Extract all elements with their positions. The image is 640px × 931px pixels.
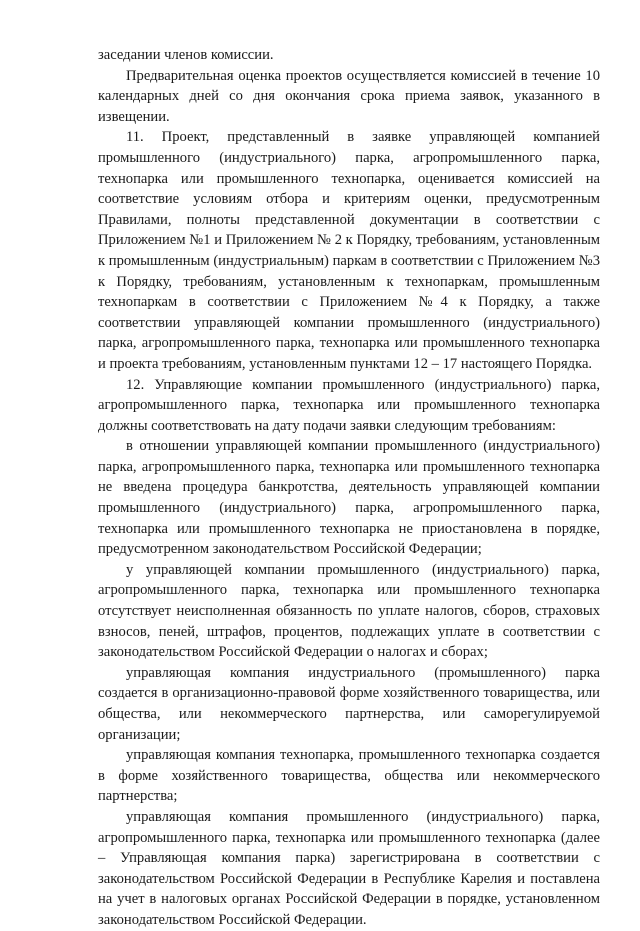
paragraph-requirement-legal-form-technopark: управляющая компания технопарка, промышленного технопарка создается в форме хозяйственного товарищества, общества или некоммерческого партнерства; <box>98 747 600 805</box>
paragraph-item-11: 11. Проект, представленный в заявке управляющей компанией промышленного (индустриального) парка, агропромышленного парка, технопарка или промышленного технопарка, оценивается комиссией на соответствие условиям отбора и критериям оценки, предусмотренным Правилами, полноты представленной документации в соответствии с Приложением №1 и Приложением № 2 к Порядку, требованиям, установленным к промышленным (индустриальным) паркам в соответствии с Приложением №3 к Порядку, требованиям, установленным к технопаркам, промышленным технопаркам в соответствии с Приложением №4 к Порядку, а также соответствии управляющей компании промышленного (индустриального) парка, агропромышленного парка, технопарка или промышленного технопарка и проекта требованиям, установленным пунктами 12 – 17 настоящего Порядка. <box>98 129 600 372</box>
paragraph-requirement-bankruptcy: в отношении управляющей компании промышленного (индустриального) парка, агропромышленного парка, технопарка или промышленного технопарка не введена процедура банкротства, деятельность управляющей компании промышленного (индустриального) парка, агропромышленного парка, технопарка или промышленного технопарка не приостановлена в порядке, предусмотренном законодательством Российской Федерации; <box>98 438 600 558</box>
paragraph-requirement-legal-form-industrial: управляющая компания индустриального (промышленного) парка создается в организационно-правовой форме хозяйственного товарищества, или общества, или некоммерческого партнерства, или саморегулируемой организации; <box>98 664 600 743</box>
paragraph-continuation: заседании членов комиссии. <box>98 47 274 63</box>
paragraph-item-12: 12. Управляющие компании промышленного (индустриального) парка, агропромышленного парка, технопарка или промышленного технопарка должны соответствовать на дату подачи заявки следующим требованиям: <box>98 376 600 434</box>
paragraph-requirement-taxes: у управляющей компании промышленного (индустриального) парка, агропромышленного парка, технопарка или промышленного технопарка отсутствует неисполненная обязанность по уплате налогов, сборов, страховых взносов, пеней, штрафов, процентов, подлежащих уплате в соответствии с законодательством Российской Федерации о налогах и сборах; <box>98 561 600 661</box>
paragraph-preliminary-evaluation: Предварительная оценка проектов осуществляется комиссией в течение 10 календарных дней со дня окончания срока приема заявок, указанного в извещении. <box>98 67 600 125</box>
paragraph-requirement-registration: управляющая компания промышленного (индустриального) парка, агропромышленного парка, технопарка или промышленного технопарка (далее – Управляющая компания парка) зарегистрирована в соответствии с законодательством Российской Федерации в Республике Карелия и поставлена на учет в налоговых органах Российской Федерации в порядке, установленном законодательством Российской Федерации. <box>98 808 600 928</box>
document-page <box>98 45 600 931</box>
